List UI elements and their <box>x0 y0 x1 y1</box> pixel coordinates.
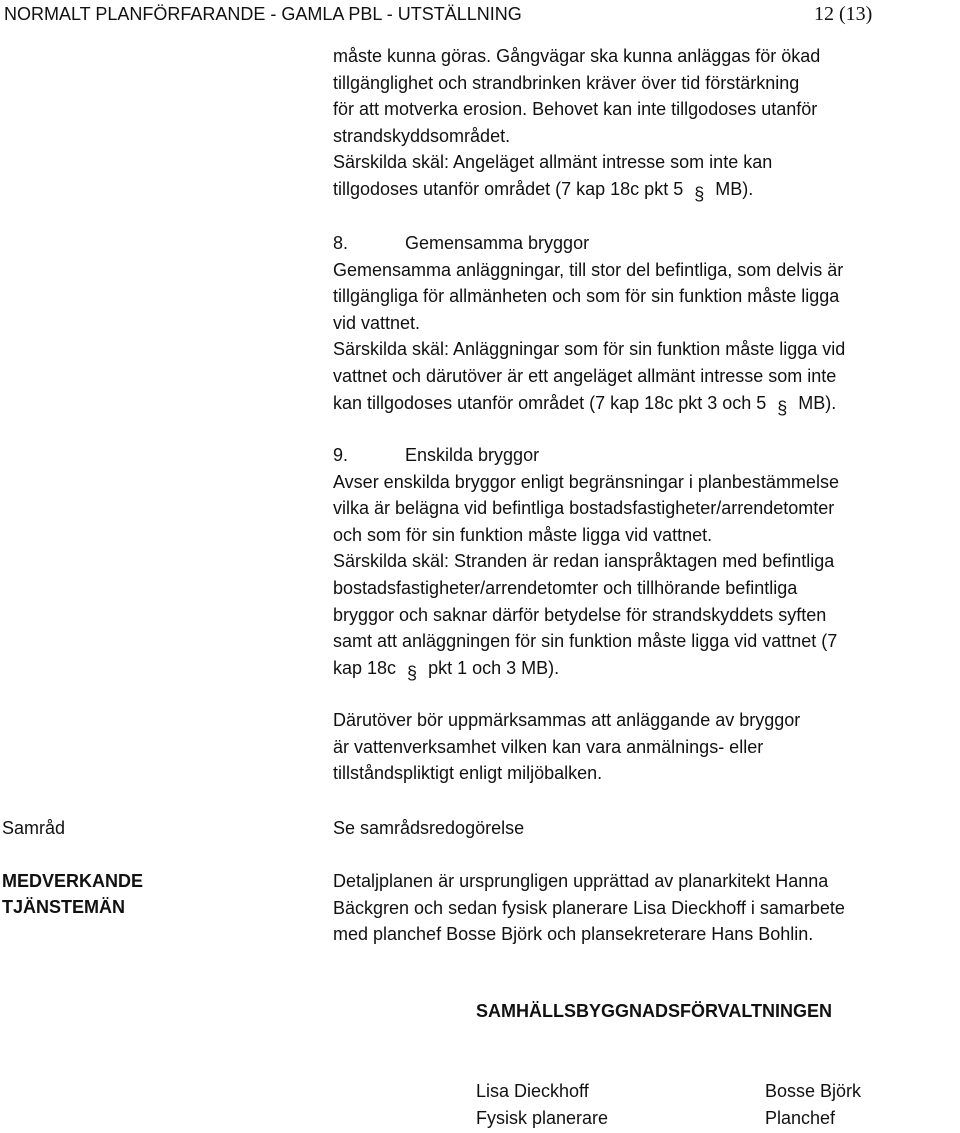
section-number: 8. <box>333 233 349 253</box>
signer-1 <box>476 1078 608 1132</box>
document-header-title: NORMALT PLANFÖRFARANDE - GAMLA PBL - UTSTÄLLNING <box>4 4 522 24</box>
section-heading <box>333 442 960 469</box>
text-fragment: pkt 1 och 3 MB). <box>428 657 560 678</box>
text-fragment: kan tillgodoses utanför området (7 kap 18c pkt 3 och 5 <box>333 392 767 413</box>
section-8 <box>333 230 960 416</box>
text-line: tillgängliga för allmänheten och som för sin funktion måste ligga <box>333 286 840 307</box>
section-title: Enskilda bryggor <box>405 445 540 465</box>
text-line: Särskilda skäl: Stranden är redan ianspråktagen med befintliga <box>333 551 835 572</box>
note-paragraph <box>333 707 960 787</box>
text-line <box>333 390 960 417</box>
text-line: Se samrådsredogörelse <box>333 818 525 838</box>
label-line: TJÄNSTEMÄN <box>2 897 126 917</box>
continued-paragraph <box>333 43 960 203</box>
text-line: måste kunna göras. Gångvägar ska kunna anläggas för ökad <box>333 46 821 66</box>
section-title: Gemensamma bryggor <box>405 233 590 253</box>
signer-name: Lisa Dieckhoff <box>476 1081 589 1101</box>
text-fragment: MB). <box>798 392 837 413</box>
medverkande-text <box>333 868 960 948</box>
text-line <box>333 655 960 682</box>
text-fragment: tillgodoses utanför området (7 kap 18c pkt 5 <box>333 178 684 199</box>
section-heading <box>333 230 960 257</box>
page-number: 12 (13) <box>814 3 873 25</box>
medverkande-label <box>2 868 143 920</box>
text-line: bostadsfastigheter/arrendetomter och tillhörande befintliga <box>333 577 798 598</box>
text-line: för att motverka erosion. Behovet kan inte tillgodoses utanför <box>333 99 818 120</box>
text-line: vid vattnet. <box>333 312 421 333</box>
section-sign-symbol: § <box>777 397 788 418</box>
text-line <box>333 176 960 203</box>
text-line: samt att anläggningen för sin funktion måste ligga vid vattnet (7 <box>333 631 838 652</box>
signer-2 <box>765 1078 861 1132</box>
samrad-text <box>333 815 960 842</box>
text-line: Därutöver bör uppmärksammas att anläggande av bryggor <box>333 710 801 730</box>
text-line: Gemensamma anläggningar, till stor del befintliga, som delvis är <box>333 259 844 280</box>
text-line: med planchef Bosse Björk och plansekreterare Hans Bohlin. <box>333 924 814 945</box>
signer-name: Bosse Björk <box>765 1081 862 1101</box>
samrad-label: Samråd <box>2 818 66 838</box>
text-line: tillgänglighet och strandbrinken kräver över tid förstärkning <box>333 72 800 93</box>
label-line: MEDVERKANDE <box>2 871 144 891</box>
text-line: Särskilda skäl: Anläggningar som för sin funktion måste ligga vid <box>333 339 846 360</box>
text-line: Särskilda skäl: Angeläget allmänt intresse som inte kan <box>333 152 773 173</box>
section-number: 9. <box>333 445 349 465</box>
text-line: är vattenverksamhet vilken kan vara anmälnings- eller <box>333 736 764 757</box>
text-line: vattnet och därutöver är ett angeläget allmänt intresse som inte <box>333 365 837 386</box>
signer-title: Fysisk planerare <box>476 1108 609 1128</box>
text-line: och som för sin funktion måste ligga vid vattnet. <box>333 524 713 545</box>
signer-title: Planchef <box>765 1108 836 1128</box>
section-sign-symbol: § <box>407 662 418 683</box>
text-fragment: kap 18c <box>333 657 397 678</box>
text-line: Avser enskilda bryggor enligt begränsningar i planbestämmelse <box>333 471 839 492</box>
section-9 <box>333 442 960 681</box>
organization-name: SAMHÄLLSBYGGNADSFÖRVALTNINGEN <box>476 1001 833 1021</box>
text-line: Detaljplanen är ursprungligen upprättad av planarkitekt Hanna <box>333 871 829 891</box>
text-line: bryggor och saknar därför betydelse för strandskyddets syften <box>333 604 827 625</box>
section-sign-symbol: § <box>694 183 705 204</box>
text-line: tillståndspliktigt enligt miljöbalken. <box>333 763 603 784</box>
text-line: Bäckgren och sedan fysisk planerare Lisa Dieckhoff i samarbete <box>333 897 845 918</box>
text-line: strandskyddsområdet. <box>333 125 511 146</box>
text-fragment: MB). <box>715 178 754 199</box>
text-line: vilka är belägna vid befintliga bostadsfastigheter/arrendetomter <box>333 498 835 519</box>
